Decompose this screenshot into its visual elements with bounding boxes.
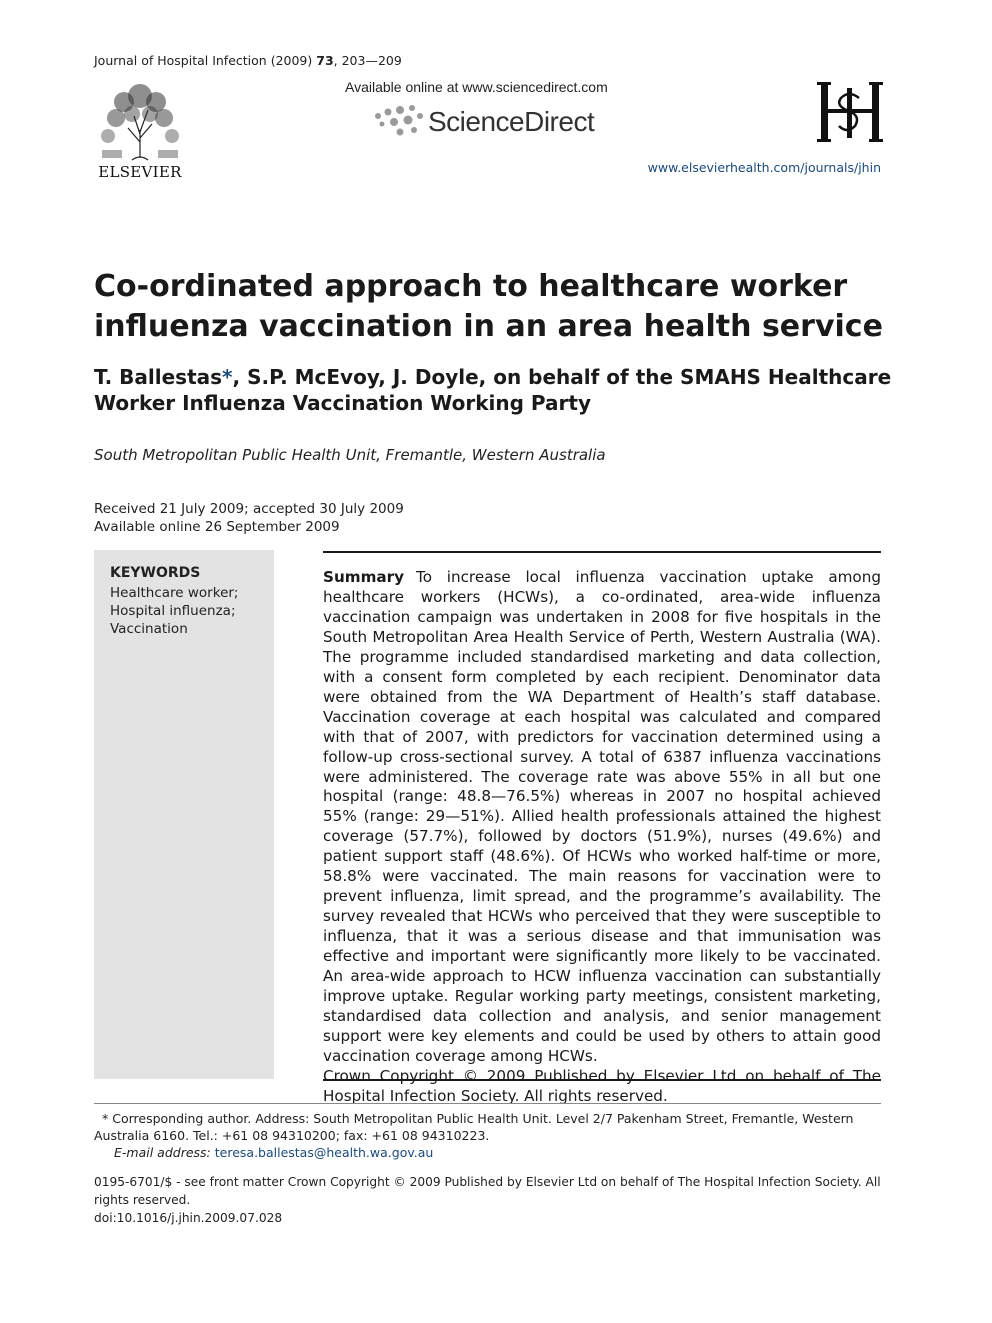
article-authors: [94, 364, 894, 416]
sciencedirect-wordmark: ScienceDirect: [428, 106, 595, 137]
keyword-item: Healthcare worker;: [110, 585, 239, 601]
hospital-infection-society-logo: [815, 80, 885, 144]
corresponding-author-footnote: [94, 1110, 881, 1161]
email-line: [94, 1144, 881, 1161]
available-online-note: Available online at www.sciencedirect.com: [345, 79, 608, 95]
article-title: Co-ordinated approach to healthcare worker influenza vaccination in an area health service: [94, 269, 883, 344]
keyword-item: Hospital influenza;: [110, 603, 236, 619]
corresponding-author-marker[interactable]: *: [222, 365, 233, 389]
email-link[interactable]: teresa.ballestas@health.wa.gov.au: [214, 1145, 434, 1160]
journal-pages: , 203—209: [333, 53, 402, 68]
elsevier-wordmark: ELSEVIER: [98, 163, 182, 181]
keyword-item: Vaccination: [110, 621, 188, 637]
keywords-panel: [94, 550, 274, 1079]
other-authors: , S.P. McEvoy, J. Doyle, on behalf of the SMAHS Healthcare Worker Influenza Vaccination Working Party: [94, 365, 892, 415]
journal-volume: 73: [316, 53, 334, 68]
journal-name: Journal of Hospital Infection (2009): [94, 53, 313, 68]
email-label: E-mail address:: [114, 1145, 211, 1160]
issn-line: 0195-6701/$ - see front matter Crown Copyright © 2009 Published by Elsevier Ltd on behalf of The Hospital Infection Society. All rights reserved.: [94, 1175, 881, 1207]
journal-citation: [94, 53, 402, 68]
corresponding-address: * Corresponding author. Address: South Metropolitan Public Health Unit. Level 2/7 Pakenham Street, Fremantle, Western Australia 6160. Tel.: +61 08 94310200; fax: +61 08 94310223.: [94, 1111, 854, 1143]
author-affiliation: South Metropolitan Public Health Unit, Fremantle, Western Australia: [94, 446, 606, 464]
issn-block: [94, 1173, 881, 1227]
journal-url-link[interactable]: www.elsevierhealth.com/journals/jhin: [647, 160, 881, 175]
lead-author: T. Ballestas: [94, 365, 223, 389]
article-dates: [94, 500, 404, 536]
summary-copyright: Crown Copyright © 2009 Published by Elsevier Ltd on behalf of The Hospital Infection Society. All rights reserved.: [323, 1066, 881, 1105]
summary-panel: [323, 551, 881, 1105]
footnote-divider: [94, 1103, 881, 1104]
online-date: Available online 26 September 2009: [94, 519, 340, 535]
summary-body: [323, 568, 881, 1107]
summary-text: To increase local influenza vaccination uptake among healthcare workers (HCWs), a co-ordinated, area-wide influenza vaccination campaign was undertaken in 2008 for five hospitals in the South Metropolitan Area Health Service of Perth, Western Australia (WA). The programme included standardised marketing and data collection, with a consent form completed by each recipient. Denominator data were obtained from the WA Department of Health’s staff database. Vaccination coverage at each hospital was calculated and compared with that of 2007, with predictors for vaccination determined using a follow-up cross-sectional survey. A total of 6387 influenza vaccinations were administered. The coverage rate was above 55% in all but one hospital (range: 48.8—76.5%) whereas in 2007 no hospital achieved 55% (range: 29—51%). Allied health professionals attained the highest coverage (57.7%), followed by doctors (51.9%), nurses (49.6%) and patient support staff (48.6%). Of HCWs who worked half-time or more, 58.8% were vaccinated. The main reasons for vaccination were to prevent influenza, limit spread, and the programme’s availability. The survey revealed that HCWs who perceived that they were susceptible to influenza, that it was a serious disease and that immunisation was effective and important were significantly more likely to be vaccinated. An area-wide approach to HCW influenza vaccination can substantially improve uptake. Regular working party meetings, consistent marketing, standardised data collection and analysis, and senior management support were key elements and could be used by others to attain good vaccination coverage among HCWs.: [323, 568, 881, 1065]
keywords-heading: KEYWORDS: [110, 565, 201, 581]
summary-label: Summary: [323, 568, 405, 586]
doi-line[interactable]: doi:10.1016/j.jhin.2009.07.028: [94, 1211, 283, 1225]
received-date: Received 21 July 2009; accepted 30 July 2009: [94, 501, 404, 517]
